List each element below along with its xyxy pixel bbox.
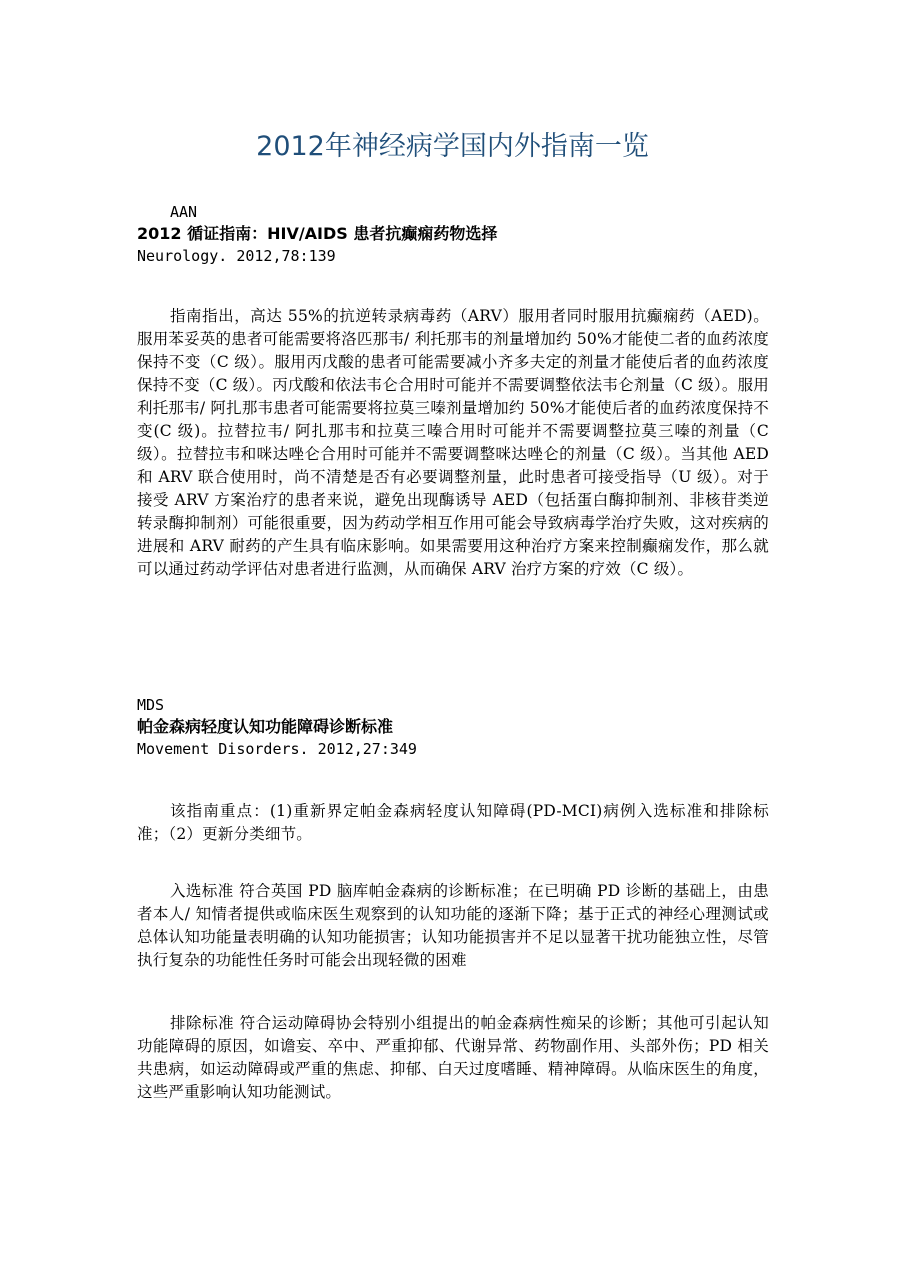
paragraph: 排除标准 符合运动障碍协会特别小组提出的帕金森病性痴呆的诊断；其他可引起认知功能障碍的原因，如谵妄、卒中、严重抑郁、代谢异常、药物副作用、头部外伤；PD 相关共患病，如运动障碍或严重的焦虑、抑郁、白天过度嗜睡、精神障碍。从临床医生的角度，这些严重影响认知功能测试。 — [137, 1014, 769, 1101]
organization-label: MDS — [137, 696, 165, 714]
organization-label: AAN — [170, 203, 198, 221]
section-aan-body — [137, 305, 769, 581]
section-mds-key-points — [137, 800, 769, 846]
section-mds-inclusion — [137, 880, 769, 972]
document-title: 2012年神经病学国内外指南一览 — [256, 131, 649, 162]
journal-citation: Neurology. 2012,78:139 — [137, 247, 336, 265]
section-mds — [137, 694, 769, 760]
paragraph: 该指南重点：(1)重新界定帕金森病轻度认知障碍(PD-MCI)病例入选标准和排除标准；（2）更新分类细节。 — [137, 802, 769, 843]
section-mds-exclusion — [137, 1012, 769, 1104]
guideline-heading: 2012 循证指南：HIV/AIDS 患者抗癫痫药物选择 — [137, 224, 498, 243]
section-aan — [137, 201, 769, 267]
journal-citation: Movement Disorders. 2012,27:349 — [137, 740, 417, 758]
guideline-heading: 帕金森病轻度认知功能障碍诊断标准 — [137, 717, 394, 736]
paragraph: 入选标准 符合英国 PD 脑库帕金森病的诊断标准；在已明确 PD 诊断的基础上，由患者本人/ 知情者提供或临床医生观察到的认知功能的逐渐下降；基于正式的神经心理测试或总体认知功能量表明确的认知功能损害；认知功能损害并不足以显著干扰功能独立性，尽管执行复杂的功能性任务时可能会出现轻微的困难 — [137, 882, 769, 969]
paragraph: 指南指出，高达 55%的抗逆转录病毒药（ARV）服用者同时服用抗癫痫药（AED)。服用苯妥英的患者可能需要将洛匹那韦/ 利托那韦的剂量增加约 50%才能使二者的血药浓度保持不变（C 级）。服用丙戊酸的患者可能需要减小齐多夫定的剂量才能使后者的血药浓度保持不变（C 级）。丙戊酸和依法韦仑合用时可能并不需要调整依法韦仑剂量（C 级）。服用利托那韦/ 阿扎那韦患者可能需要将拉莫三嗪剂量增加约 50%才能使后者的血药浓度保持不变(C 级)。拉替拉韦/ 阿扎那韦和拉莫三嗪合用时可能并不需要调整拉莫三嗪的剂量（C 级）。拉替拉韦和咪达唑仑合用时可能并不需要调整咪达唑仑的剂量（C 级）。当其他 AED 和 ARV 联合使用时，尚不清楚是否有必要调整剂量，此时患者可接受指导（U 级）。对于接受 ARV 方案治疗的患者来说，避免出现酶诱导 AED（包括蛋白酶抑制剂、非核苷类逆转录酶抑制剂）可能很重要，因为药动学相互作用可能会导致病毒学治疗失败，这对疾病的进展和 ARV 耐药的产生具有临床影响。如果需要用这种治疗方案来控制癫痫发作，那么就可以通过药动学评估对患者进行监测，从而确保 ARV 治疗方案的疗效（C 级）。 — [137, 307, 769, 578]
